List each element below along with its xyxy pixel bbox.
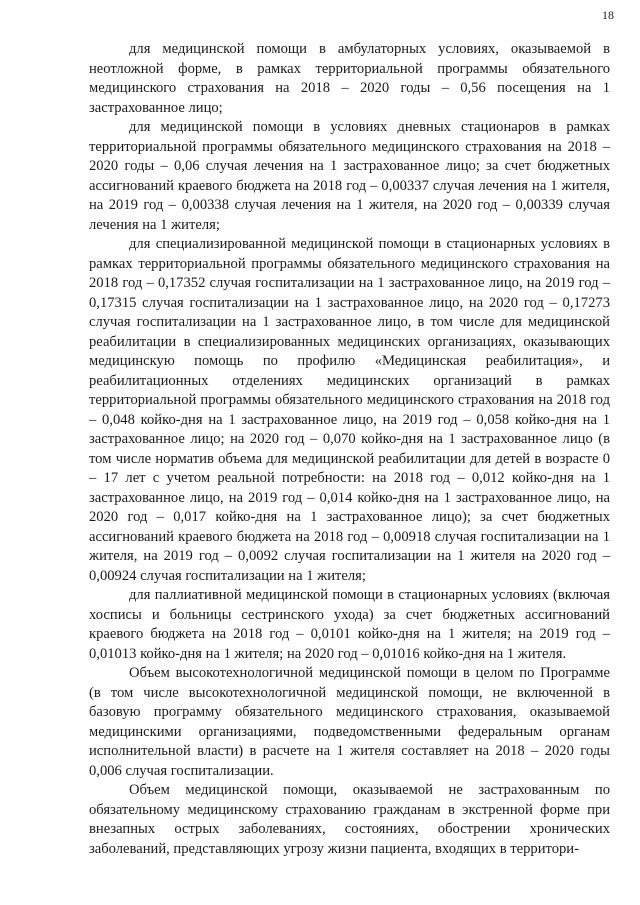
paragraph-palliative: для паллиативной медицинской помощи в стационарных условиях (включая хосписы и больницы сестринского ухода) за счет бюджетных ассигнований краевого бюджета на 2018 год – 0,0101 койко-дня на 1 жителя; на 2019 год – 0,01013 койко-дня на 1 жителя; на 2020 год – 0,01016 койко-дня на 1 жителя. — [89, 587, 610, 662]
paragraph-ambulatory-urgent: для медицинской помощи в амбулаторных условиях, оказываемой в неотложной форме, в рамках территориальной программы обязательного медицинского страхования на 2018 – 2020 годы – 0,56 посещения на 1 застрахованное лицо; — [89, 41, 610, 116]
paragraph-uninsured: Объем медицинской помощи, оказываемой не застрахованным по обязательному медицинскому страхованию гражданам в экстренной форме при внезапных острых заболеваниях, состояниях, обострении хронических заболеваний, представляющих угрозу жизни пациента, входящих в территори- — [89, 782, 610, 857]
page-number: 18 — [602, 8, 614, 22]
paragraph-day-hospital: для медицинской помощи в условиях дневных стационаров в рамках территориальной программы обязательного медицинского страхования на 2018 – 2020 годы – 0,06 случая лечения на 1 застрахованное лицо; за счет бюджетных ассигнований краевого бюджета на 2018 год – 0,00337 случая лечения на 1 жителя, на 2019 год – 0,00338 случая лечения на 1 жителя, на 2020 год – 0,00339 случая лечения на 1 жителя; — [89, 119, 610, 233]
paragraph-specialized-inpatient: для специализированной медицинской помощи в стационарных условиях в рамках территориальной программы обязательного медицинского страхования на 2018 год – 0,17352 случая госпитализации на 1 застрахованное лицо, на 2019 год – 0,17315 случая госпитализации на 1 застрахованное лицо, на 2020 год – 0,17273 случая госпитализации на 1 застрахованное лицо, в том числе для медицинской реабилитации в специализированных медицинских организациях, оказывающих медицинскую помощь по профилю «Медицинская реабилитация», и реабилитационных отделениях медицинских организаций в рамках территориальной программы обязательного медицинского страхования на 2018 год – 0,048 койко-дня на 1 застрахованное лицо, на 2019 год – 0,058 койко-дня на 1 застрахованное лицо; на 2020 год – 0,070 койко-дня на 1 застрахованное лицо (в том числе норматив объема для медицинской реабилитации для детей в возрасте 0 – 17 лет с учетом реальной потребности: на 2018 год – 0,012 койко-дня на 1 застрахованное лицо, на 2019 год – 0,014 койко-дня на 1 застрахованное лицо, на 2020 год – 0,017 койко-дня на 1 застрахованное лицо); за счет бюджетных ассигнований краевого бюджета на 2018 год – 0,00918 случая госпитализации на 1 жителя, на 2019 год – 0,0092 случая госпитализации на 1 жителя на 2020 год – 0,00924 случая госпитализации на 1 жителя; — [89, 236, 610, 584]
document-body — [89, 40, 610, 859]
paragraph-high-tech: Объем высокотехнологичной медицинской помощи в целом по Программе (в том числе высокотехнологичной медицинской помощи, не включенной в базовую программу обязательного медицинского страхования, оказываемой медицинскими организациями, подведомственными федеральным органам исполнительной власти) в расчете на 1 жителя составляет на 2018 – 2020 годы 0,006 случая госпитализации. — [89, 665, 610, 779]
